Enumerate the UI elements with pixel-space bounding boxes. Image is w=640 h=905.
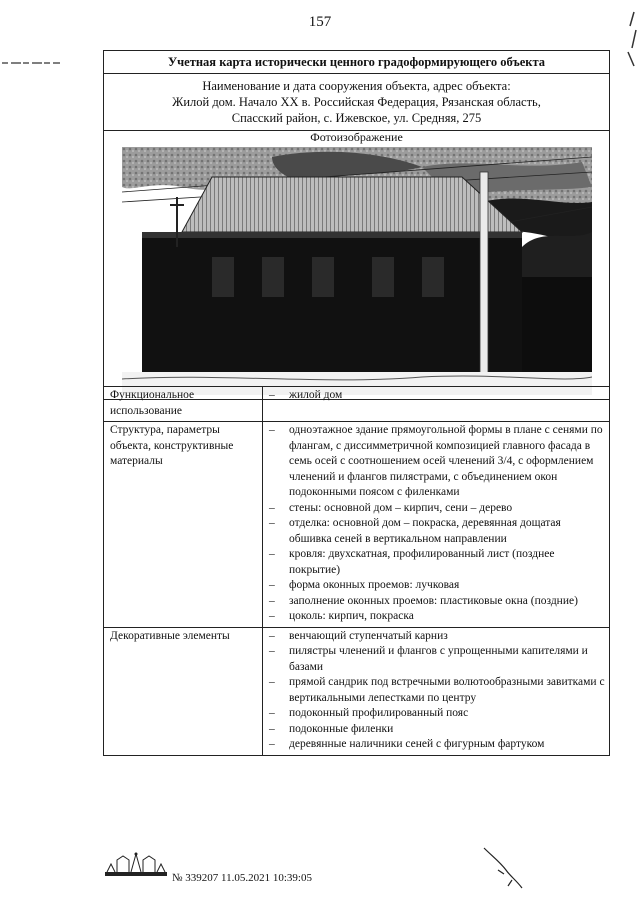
list-item: – подоконный профилированный пояс: [269, 706, 605, 722]
dash-bullet: –: [269, 517, 275, 529]
info-line: Спасский район, с. Ижевское, ул. Средняя, 275: [231, 111, 482, 125]
photo-label: Фотоизображение: [310, 130, 403, 144]
row-label: Структура, параметры объекта, конструктивные материалы: [104, 422, 263, 628]
scan-artifact: [616, 8, 640, 68]
row-content: [263, 422, 610, 628]
dash-bullet: –: [269, 707, 275, 719]
list-item: – венчающий ступенчатый карниз: [269, 629, 605, 645]
dash-bullet: –: [269, 594, 275, 607]
list-item: – жилой дом: [269, 388, 605, 404]
row-label: Декоративные элементы: [104, 627, 263, 755]
list-item: – заполнение оконных проемов: пластиковые окна (поздние): [269, 594, 605, 610]
list-item: – кровля: двухскатная, профилированный лист (позднее покрытие): [269, 547, 605, 578]
registry-logo-icon: [103, 850, 169, 878]
table-row: [104, 627, 610, 755]
list-item: – деревянные наличники сеней с фигурным фартуком: [269, 737, 605, 753]
dash-bullet: –: [269, 579, 275, 591]
dash-bullet: –: [269, 389, 275, 401]
building-photo: [122, 147, 592, 395]
list-item: – прямой сандрик под встречными волютообразными завитками с вертикальными лепестками по центру: [269, 675, 605, 706]
dash-bullet: –: [269, 629, 275, 642]
list-item: – стены: основной дом – кирпич, сени – дерево: [269, 501, 605, 517]
document-stamp: № 339207 11.05.2021 10:39:05: [172, 872, 312, 884]
table-row: [104, 387, 610, 422]
row-label: Функциональное использование: [104, 387, 263, 422]
dash-bullet: –: [269, 738, 275, 750]
dash-bullet: –: [269, 676, 275, 688]
properties-table: [103, 386, 610, 756]
info-line: Наименование и дата сооружения объекта, адрес объекта:: [202, 79, 511, 93]
dash-bullet: –: [269, 722, 275, 735]
list-item: – цоколь: кирпич, покраска: [269, 609, 605, 625]
row-content: [263, 387, 610, 422]
list-item: – одноэтажное здание прямоугольной формы в плане с сенями по флангам, с диссимметричной композицией главного фасада в семь осей с соотношением осей членений 3/4, с оформлением членений и флангов пилястрами, с объединением окон подоконными поясом с филенками: [269, 423, 605, 501]
object-info: [104, 74, 609, 131]
info-line: Жилой дом. Начало XX в. Российская Федерация, Рязанская область,: [172, 95, 541, 109]
page-number: 157: [308, 14, 332, 30]
card-title: Учетная карта исторически ценного градоформирующего объекта: [104, 51, 609, 74]
list-item: – форма оконных проемов: лучковая: [269, 578, 605, 594]
list-item: – подоконные филенки: [269, 722, 605, 738]
dash-bullet: –: [269, 645, 275, 657]
scan-artifact: [0, 60, 70, 66]
photo-frame: [104, 143, 609, 400]
dash-bullet: –: [269, 501, 275, 514]
row-content: [263, 627, 610, 755]
list-item: – пилястры членений и флангов с упрощенными капителями и базами: [269, 644, 605, 675]
dash-bullet: –: [269, 548, 275, 560]
record-card: [103, 50, 610, 400]
list-item: – отделка: основной дом – покраска, деревянная дощатая обшивка сеней в вертикальном направлении: [269, 516, 605, 547]
signature-mark: [478, 840, 528, 895]
dash-bullet: –: [269, 610, 275, 622]
dash-bullet: –: [269, 424, 275, 436]
table-row: [104, 422, 610, 628]
